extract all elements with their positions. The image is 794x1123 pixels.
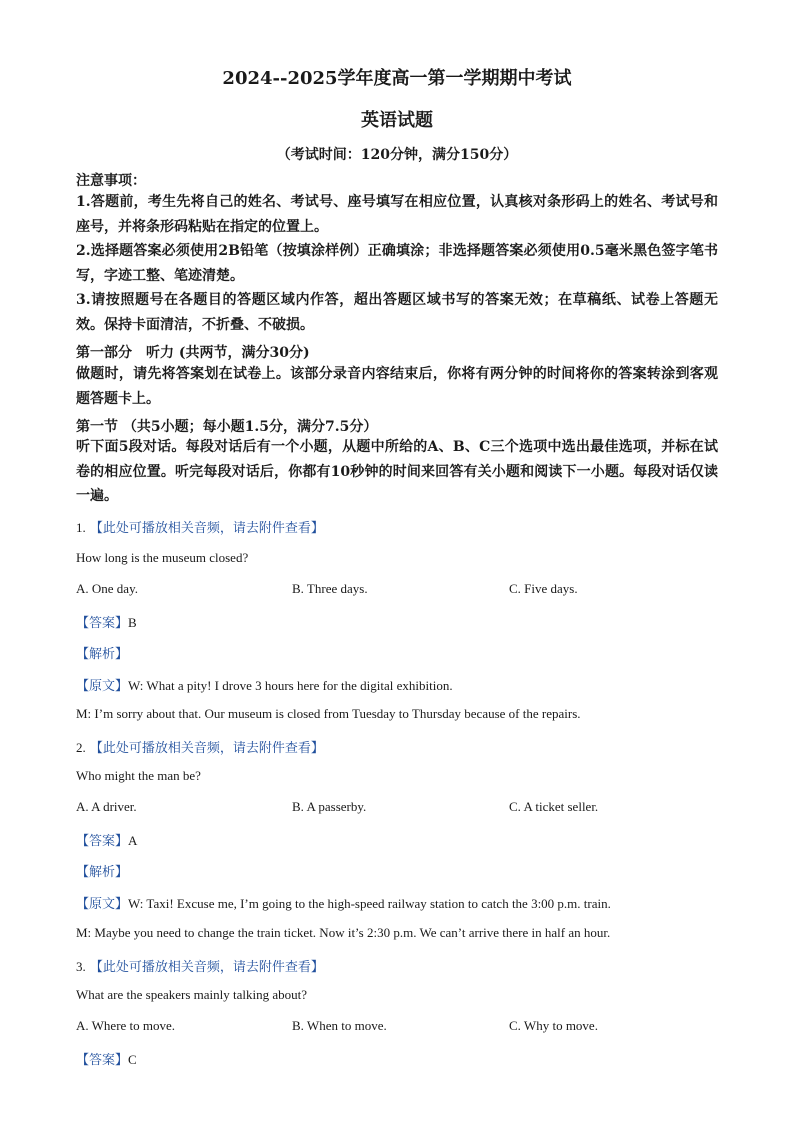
part1-instruction: 做题时，请先将答案划在试卷上。该部分录音内容结束后，你将有两分钟的时间将你的答案转涂到客观题答题卡上。 [76, 366, 718, 407]
question-2-answer-value: A [128, 833, 138, 848]
part1-heading: 第一部分 听力 (共两节，满分30分) [76, 345, 310, 361]
notice-item-3: 3.请按照题号在各题目的答题区域内作答，超出答题区域书写的答案无效；在草稿纸、试卷上答题无效。保持卡面清洁，不折叠、不破损。 [76, 292, 718, 333]
question-2-option-a: A. A driver. [76, 799, 137, 814]
exam-time-info: （考试时间：120分钟，满分150分） [276, 147, 518, 163]
notice-item-1: 1.答题前，考生先将自己的姓名、考试号、座号填写在相应位置，认真核对条形码上的姓名、考试号和座号，并将条形码粘贴在指定的位置上。 [76, 194, 718, 235]
subject-title: 英语试题 [361, 110, 433, 131]
question-1-audio-line [76, 517, 324, 536]
question-2-audio-link[interactable]: 【此处可播放相关音频，请去附件查看】 [89, 741, 324, 756]
question-1-answer [76, 612, 137, 631]
question-3-option-a: A. Where to move. [76, 1018, 176, 1033]
original-label: 【原文】 [76, 897, 129, 912]
question-3-number: 3. [76, 959, 86, 974]
analysis-label: 【解析】 [76, 647, 129, 662]
question-3-option-c: C. Why to move. [509, 1018, 598, 1033]
section1-heading: 第一节 （共5小题；每小题1.5分，满分7.5分） [76, 419, 378, 435]
question-1-audio-link[interactable]: 【此处可播放相关音频，请去附件查看】 [89, 521, 324, 536]
question-2-option-c: C. A ticket seller. [509, 799, 599, 814]
analysis-label: 【解析】 [76, 865, 129, 880]
question-1-analysis [76, 643, 128, 662]
question-1-option-c: C. Five days. [509, 581, 578, 596]
question-2-number: 2. [76, 740, 86, 755]
question-2-answer [76, 830, 137, 849]
exam-title: 2024--2025学年度高一第一学期期中考试 [222, 68, 572, 89]
answer-label: 【答案】 [76, 834, 129, 849]
question-1-original-w-text: W: What a pity! I drove 3 hours here for the digital exhibition. [128, 678, 453, 693]
question-3-answer [76, 1049, 137, 1068]
answer-label: 【答案】 [76, 616, 129, 631]
notice-heading: 注意事项： [76, 173, 146, 189]
question-3-audio-link[interactable]: 【此处可播放相关音频，请去附件查看】 [89, 960, 324, 975]
question-1-option-b: B. Three days. [292, 581, 368, 596]
question-3-option-b: B. When to move. [292, 1018, 387, 1033]
notice-item-2: 2.选择题答案必须使用2B铅笔（按填涂样例）正确填涂；非选择题答案必须使用0.5毫米黑色签字笔书写，字迹工整、笔迹清楚。 [76, 243, 718, 284]
question-3-answer-value: C [128, 1052, 137, 1067]
question-1-original-m: M: I’m sorry about that. Our museum is closed from Tuesday to Thursday because of the repairs. [76, 706, 581, 721]
question-1-answer-value: B [128, 615, 137, 630]
question-1-option-a: A. One day. [76, 581, 138, 596]
question-1-stem: How long is the museum closed? [76, 550, 249, 565]
question-2-stem: Who might the man be? [76, 768, 201, 783]
question-2-original-m: M: Maybe you need to change the train ticket. Now it’s 2:30 p.m. We can’t arrive there in half an hour. [76, 925, 611, 940]
question-2-original-w [76, 893, 611, 912]
question-1-original-w [76, 675, 453, 694]
original-label: 【原文】 [76, 679, 129, 694]
question-2-analysis [76, 861, 128, 880]
question-3-audio-line [76, 956, 324, 975]
question-1-number: 1. [76, 520, 86, 535]
section1-instruction: 听下面5段对话。每段对话后有一个小题，从题中所给的A、B、C三个选项中选出最佳选项，并标在试卷的相应位置。听完每段对话后，你都有10秒钟的时间来回答有关小题和阅读下一小题。每段对话仅读一遍。 [76, 439, 718, 504]
question-2-audio-line [76, 737, 324, 756]
question-2-option-b: B. A passerby. [292, 799, 367, 814]
question-2-original-w-text: W: Taxi! Excuse me, I’m going to the high-speed railway station to catch the 3:00 p.m. train. [128, 896, 611, 911]
question-3-stem: What are the speakers mainly talking about? [76, 987, 308, 1002]
answer-label: 【答案】 [76, 1053, 129, 1068]
